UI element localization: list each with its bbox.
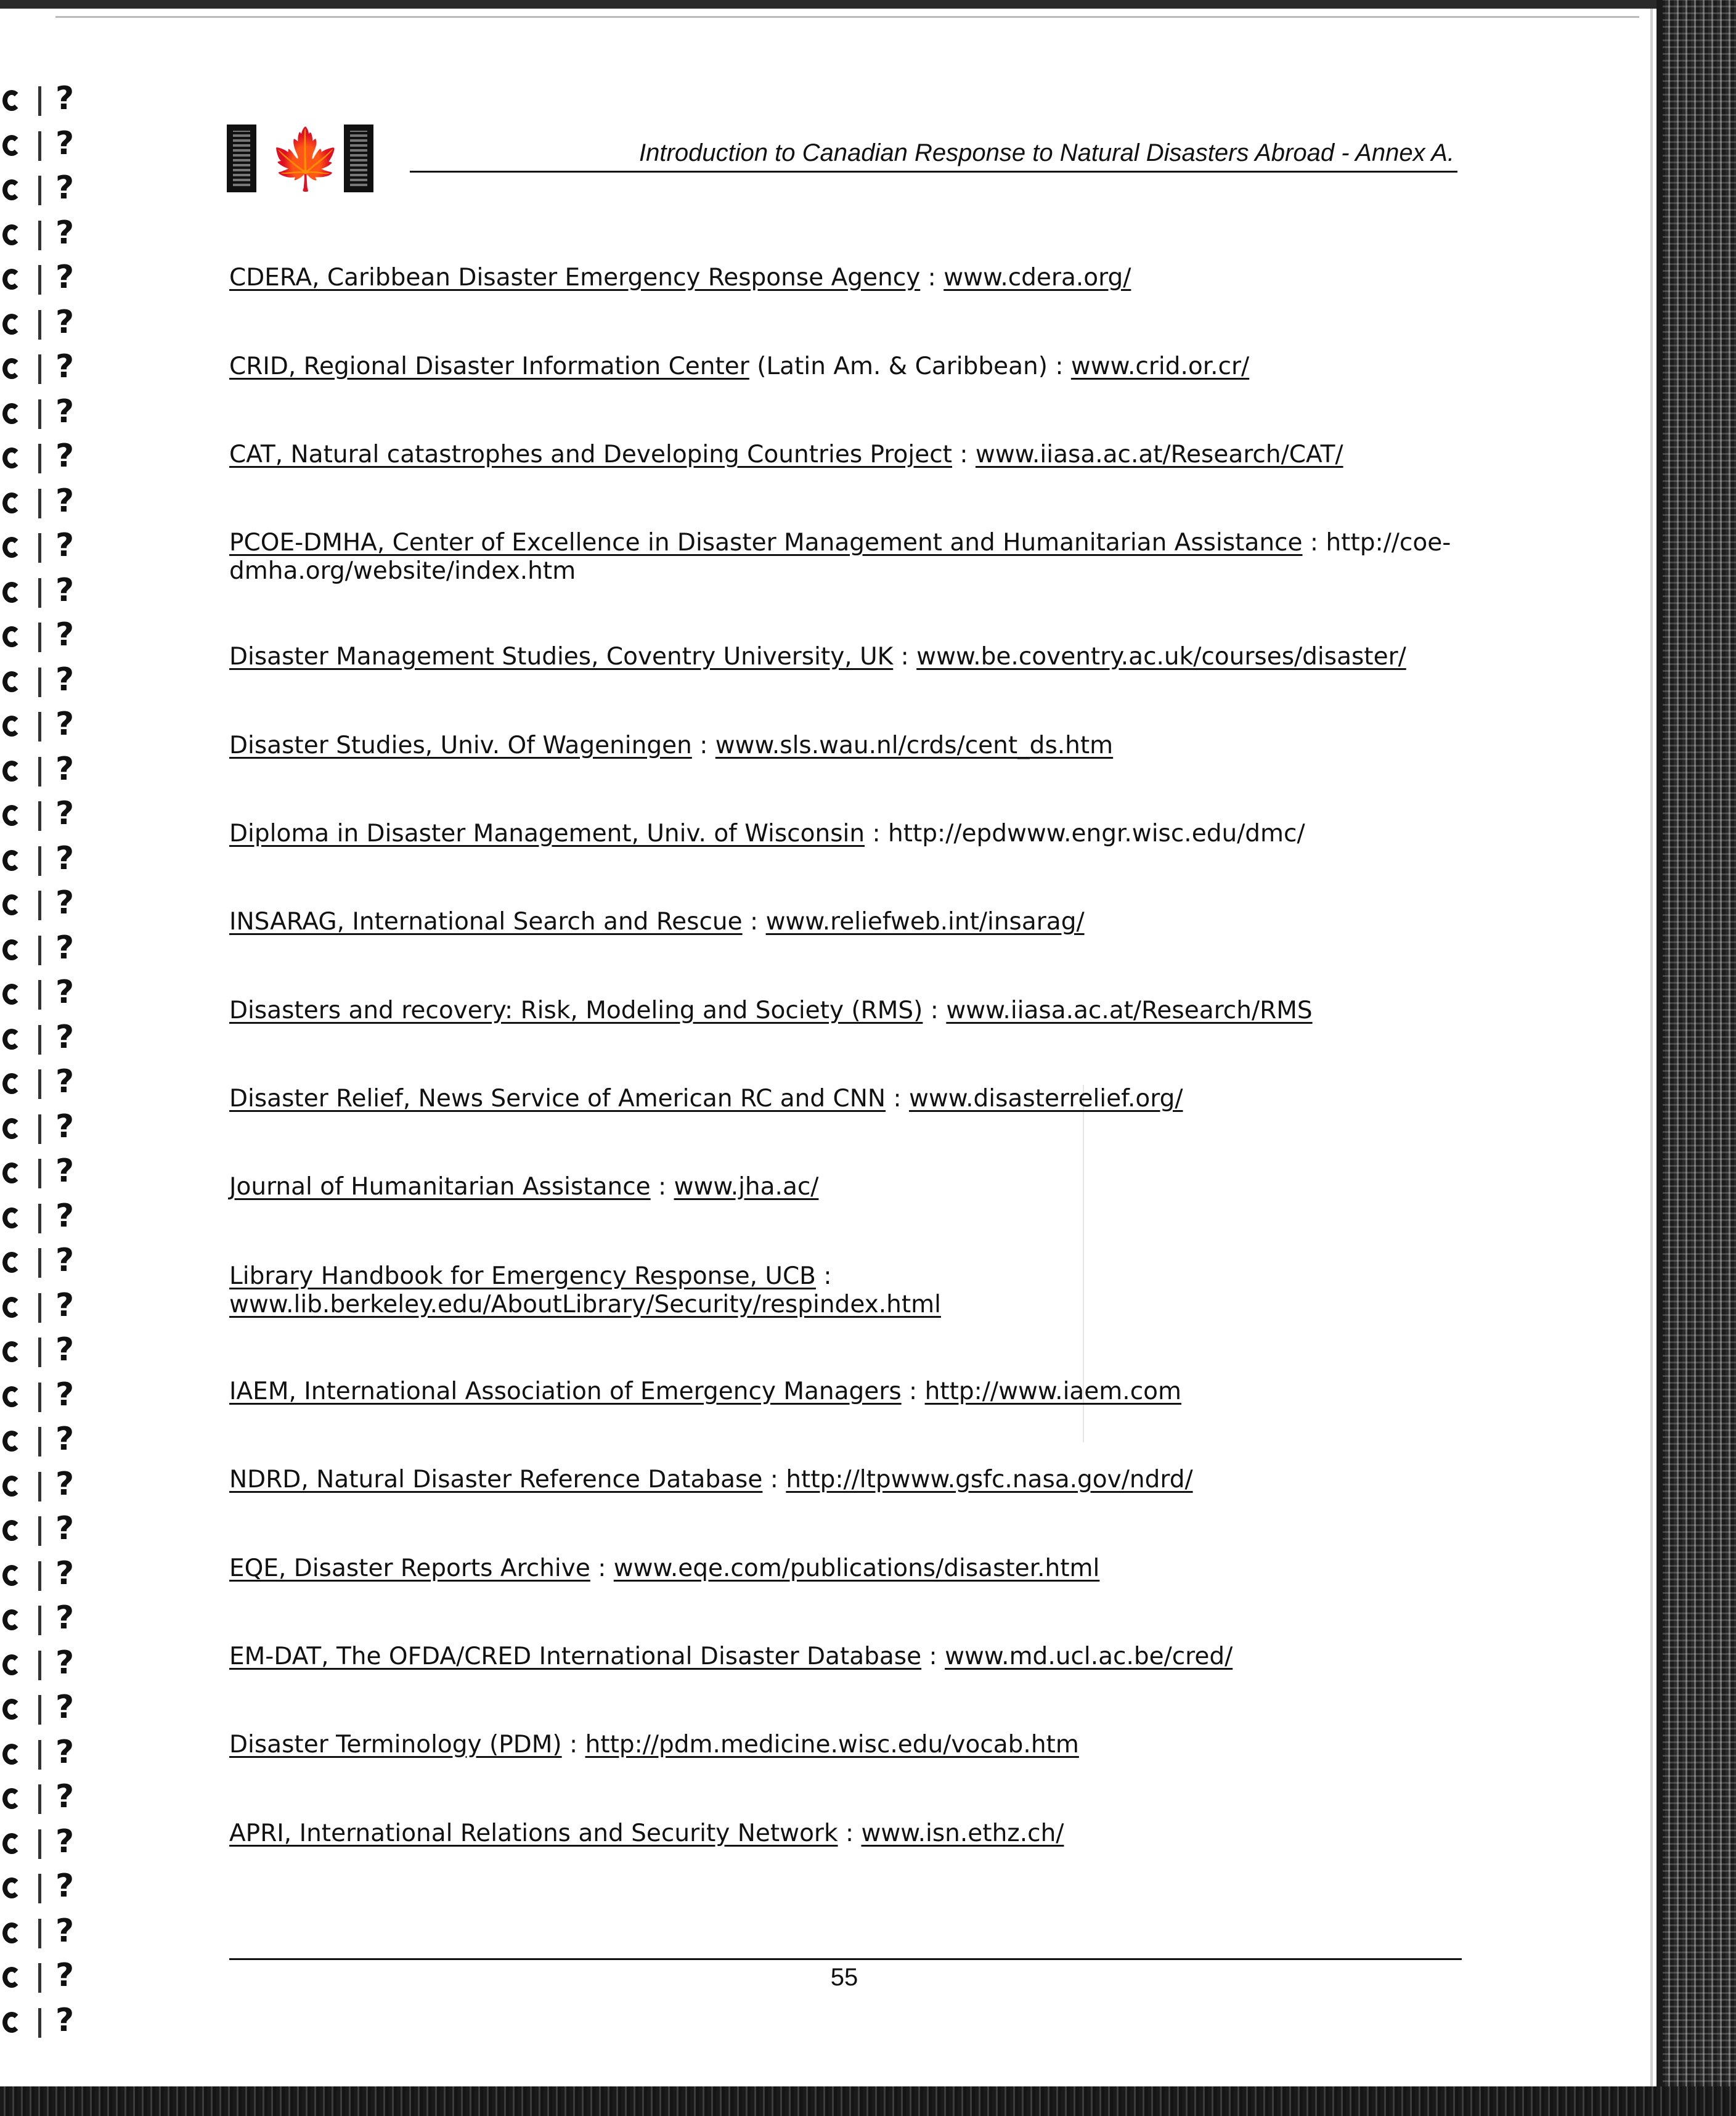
scan-border-right [1657,0,1736,2116]
resource-entry [229,353,1462,381]
resource-name-link[interactable]: Journal of Humanitarian Assistance [229,1173,651,1201]
separator: : [886,1085,910,1113]
resource-entry [229,529,1462,586]
binding-coil: ? [0,221,74,258]
binding-coil: ? [0,1651,74,1688]
binding-coil: ? [0,1963,74,2000]
binding-coil: ? [0,131,74,168]
binding-coil: ? [0,354,74,391]
resource-url-link[interactable]: www.eqe.com/publications/disaster.html [613,1554,1100,1582]
binding-coil: ? [0,801,74,838]
binding-coil: ? [0,1114,74,1151]
separator: : [650,1173,674,1201]
resource-entry [229,1378,1462,1406]
scan-border-bottom [0,2086,1736,2116]
separator: : [920,264,944,292]
binding-coil: ? [0,1069,74,1106]
separator: : [837,1820,862,1847]
scan-border-top [0,0,1736,9]
resource-url-link[interactable]: www.reliefweb.int/insarag/ [765,908,1085,936]
binding-coil: ? [0,1472,74,1509]
binding-coil: ? [0,668,74,705]
resource-entry [229,1731,1462,1759]
header-title: Introduction to Canadian Response to Natural Disasters Abroad - Annex A. [639,139,1454,166]
binding-coil: ? [0,936,74,973]
binding-coil: ? [0,1383,74,1420]
resource-entry [229,1554,1462,1583]
resource-entry [229,1262,1462,1319]
binding-coil: ? [0,757,74,794]
binding-coil: ? [0,444,74,481]
binding-coil: ? [0,1695,74,1732]
resource-url-link[interactable]: www.disasterrelief.org/ [909,1085,1183,1113]
binding-coil: ? [0,712,74,749]
resource-name-link[interactable]: CRID, Regional Disaster Information Center [229,353,749,380]
binding-coil: ? [0,1248,74,1285]
resource-entry [229,1643,1462,1671]
resource-entry [229,1466,1462,1494]
page-number: 55 [830,1964,858,1991]
separator: : [952,441,976,468]
resource-url-link[interactable]: http://pdm.medicine.wisc.edu/vocab.htm [585,1731,1079,1759]
separator: : [921,1643,945,1670]
binding-coil: ? [0,176,74,213]
resource-url-link[interactable]: www.crid.or.cr/ [1070,353,1250,380]
resource-entry [229,908,1462,936]
header-rule [410,171,1457,173]
separator: : [893,643,917,671]
resource-entry [229,1173,1462,1201]
binding-coil: ? [0,1606,74,1643]
resource-name-link[interactable]: EM-DAT, The OFDA/CRED International Disaster Database [229,1643,922,1670]
separator: : [815,1262,832,1290]
binding-coil: ? [0,1338,74,1375]
resource-name-link[interactable]: Disaster Terminology (PDM) [229,1731,562,1759]
resource-url-link[interactable]: www.iiasa.ac.at/Research/CAT/ [975,441,1343,468]
resource-url-link[interactable]: www.jha.ac/ [674,1173,819,1201]
resource-name-link[interactable]: EQE, Disaster Reports Archive [229,1554,590,1582]
binding-coil: ? [0,1874,74,1911]
binding-coil: ? [0,86,74,123]
resource-url-link[interactable]: www.iiasa.ac.at/Research/RMS [946,997,1313,1024]
binding-coil: ? [0,489,74,526]
scan-page-top-edge [55,16,1639,18]
binding-coil: ? [0,1204,74,1241]
separator: : [561,1731,585,1759]
binding-coil: ? [0,578,74,615]
separator: : [590,1554,614,1582]
flag-left-bar [227,125,256,192]
separator: : [865,820,888,848]
binding-coil: ? [0,533,74,570]
resource-url-link[interactable]: www.be.coventry.ac.uk/courses/disaster/ [916,643,1406,671]
resource-url-link[interactable]: http://ltpwww.gsfc.nasa.gov/ndrd/ [786,1466,1193,1493]
separator: : [901,1378,925,1405]
footer-rule [229,1958,1462,1960]
resource-name-link[interactable]: IAEM, International Association of Emergency Managers [229,1378,902,1405]
binding-coil: ? [0,1740,74,1777]
binding-coil: ? [0,980,74,1017]
spiral-binding-icon [0,25,74,2086]
resource-entry [229,820,1462,848]
binding-coil: ? [0,623,74,660]
binding-coil: ? [0,1293,74,1330]
binding-coil: ? [0,2008,74,2045]
separator: : [1047,353,1071,380]
resource-note: (Latin Am. & Caribbean) [749,353,1048,380]
resource-name-link[interactable]: Disaster Studies, Univ. Of Wageningen [229,732,692,759]
binding-coil: ? [0,1784,74,1821]
resource-entry [229,1820,1462,1848]
separator: : [742,908,766,936]
resource-entry [229,732,1462,760]
resource-entry [229,1085,1462,1113]
resource-entry [229,441,1462,469]
binding-coil: ? [0,265,74,302]
binding-coil: ? [0,1427,74,1464]
resource-url-link[interactable]: www.cdera.org/ [943,264,1131,292]
resource-entry [229,643,1462,671]
canada-flag-logo-icon [227,125,375,192]
binding-coil: ? [0,1159,74,1196]
binding-coil: ? [0,310,74,347]
flag-right-bar [344,125,373,192]
resource-url-link[interactable]: http://coe-dmha.org/website/index.htm [229,529,1451,585]
resource-name-link[interactable]: Disaster Management Studies, Coventry University, UK [229,643,894,671]
binding-coil: ? [0,399,74,436]
resource-url-link[interactable]: http://www.iaem.com [924,1378,1181,1405]
binding-coil: ? [0,1516,74,1553]
resource-name-link[interactable]: NDRD, Natural Disaster Reference Database [229,1466,763,1493]
resource-entry [229,264,1462,292]
resource-name-link[interactable]: INSARAG, International Search and Rescue [229,908,743,936]
resource-entry [229,997,1462,1025]
resource-name-link[interactable]: Library Handbook for Emergency Response, UCB [229,1262,816,1290]
resource-name-link[interactable]: CAT, Natural catastrophes and Developing Countries Project [229,441,952,468]
resource-name-link[interactable]: Disaster Relief, News Service of American RC and CNN [229,1085,886,1113]
binding-coil: ? [0,1919,74,1956]
resource-url-link[interactable]: www.sls.wau.nl/crds/cent_ds.htm [715,732,1114,759]
resource-url-link[interactable]: www.lib.berkeley.edu/AboutLibrary/Security/respindex.html [229,1291,941,1318]
resource-name-link[interactable]: Disasters and recovery: Risk, Modeling and Society (RMS) [229,997,923,1024]
separator: : [1302,529,1326,557]
resource-name-link[interactable]: Diploma in Disaster Management, Univ. of Wisconsin [229,820,865,848]
binding-coil: ? [0,1829,74,1866]
binding-coil: ? [0,891,74,928]
maple-leaf-icon: 🍁 [269,125,343,194]
binding-coil: ? [0,1025,74,1062]
resource-url-link[interactable]: http://epdwww.engr.wisc.edu/dmc/ [888,820,1305,848]
binding-coil: ? [0,1561,74,1598]
resource-url-link[interactable]: www.md.ucl.ac.be/cred/ [945,1643,1233,1670]
resource-name-link[interactable]: CDERA, Caribbean Disaster Emergency Response Agency [229,264,921,292]
binding-coil: ? [0,846,74,883]
resource-name-link[interactable]: PCOE-DMHA, Center of Excellence in Disaster Management and Humanitarian Assistance [229,529,1303,557]
separator: : [923,997,947,1024]
scan-page-right-edge [1650,9,1653,2086]
separator: : [762,1466,786,1493]
separator: : [691,732,715,759]
resource-url-link[interactable]: www.isn.ethz.ch/ [861,1820,1064,1847]
resource-name-link[interactable]: APRI, International Relations and Security Network [229,1820,838,1847]
